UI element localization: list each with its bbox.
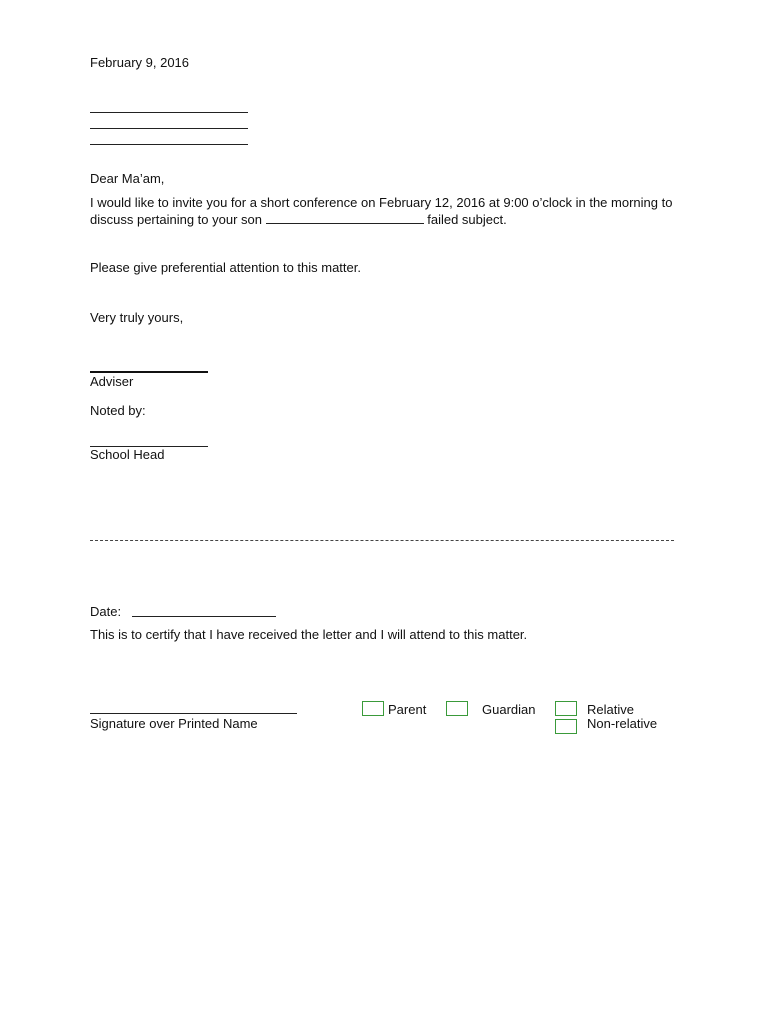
signature-line[interactable]	[90, 713, 297, 714]
salutation: Dear Ma’am,	[90, 171, 165, 186]
letter-body-text-1: I would like to invite you for a short conference on February 12, 2016 at 9:00 o’clock in the morning to discuss pertaining to your son	[90, 195, 673, 227]
relative-checkbox[interactable]	[555, 701, 577, 716]
son-name-blank[interactable]	[266, 211, 424, 224]
school-head-label: School Head	[90, 447, 165, 462]
non-relative-label: Non-relative	[587, 716, 658, 731]
recipient-line-2[interactable]	[90, 128, 248, 129]
guardian-label: Guardian	[482, 702, 536, 717]
reply-date-label: Date:	[90, 604, 122, 619]
guardian-checkbox[interactable]	[446, 701, 468, 716]
non-relative-checkbox[interactable]	[555, 719, 577, 734]
recipient-line-3[interactable]	[90, 144, 248, 145]
recipient-line-1[interactable]	[90, 112, 248, 113]
certify-text: This is to certify that I have received the letter and I will attend to this matter.	[90, 627, 528, 642]
closing: Very truly yours,	[90, 310, 184, 325]
letter-date: February 9, 2016	[90, 55, 190, 70]
letter-body-text-2: failed subject.	[423, 212, 507, 227]
parent-label: Parent	[388, 702, 427, 717]
noted-by-label: Noted by:	[90, 403, 146, 418]
adviser-label: Adviser	[90, 374, 134, 389]
relative-label: Relative	[587, 702, 634, 717]
request-text: Please give preferential attention to this matter.	[90, 260, 361, 275]
letter-body	[90, 195, 690, 228]
signature-label: Signature over Printed Name	[90, 716, 258, 731]
parent-checkbox[interactable]	[362, 701, 384, 716]
cut-line-separator	[90, 540, 674, 541]
adviser-signature-line[interactable]	[90, 371, 208, 373]
reply-date-line[interactable]	[132, 616, 276, 617]
